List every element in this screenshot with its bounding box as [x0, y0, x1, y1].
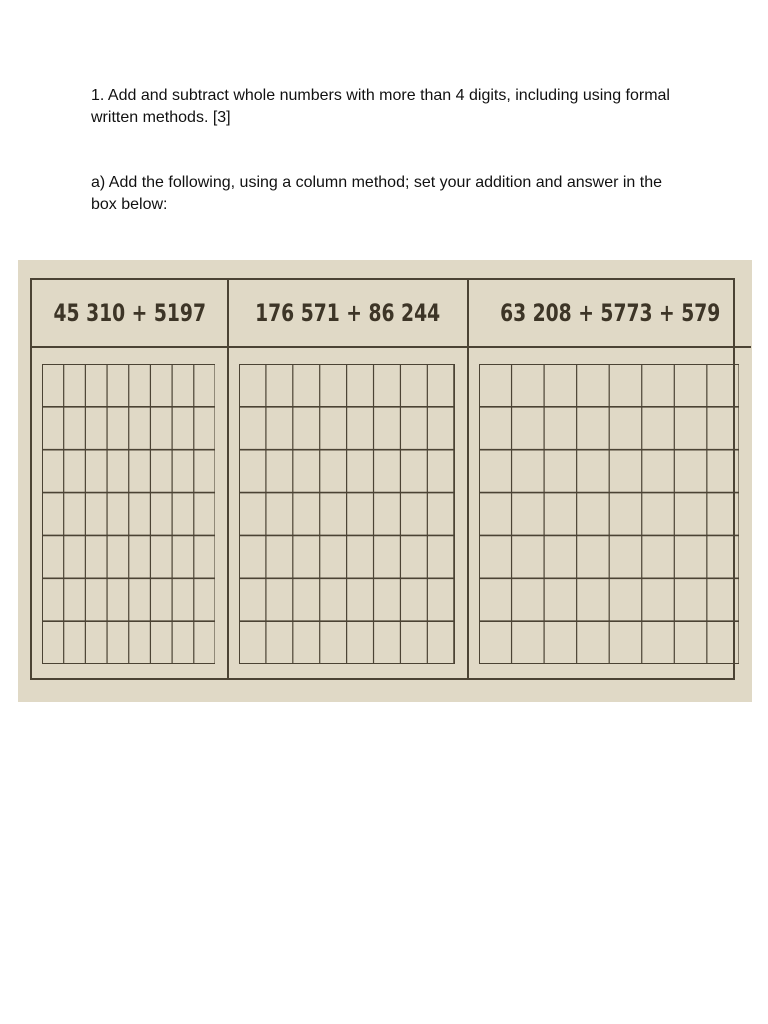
working-grid-2[interactable]: [239, 364, 454, 664]
addition-table: [30, 278, 735, 680]
sum-column-3: [469, 280, 751, 678]
sum-header-3: [469, 280, 751, 348]
square-grid-2: [239, 364, 454, 664]
sum-header-1: [32, 280, 227, 348]
sum-label-2: 176 571 + 86 244: [255, 299, 441, 327]
square-grid-1: [42, 364, 215, 664]
sum-label-3: 63 208 + 5773 + 579: [499, 299, 721, 327]
question-heading: 1. Add and subtract whole numbers with more than 4 digits, including using formal written methods. [3]: [91, 87, 670, 126]
working-grid-3[interactable]: [479, 364, 739, 664]
sum-label-1: 45 310 + 5197: [53, 299, 206, 327]
square-grid-3: [479, 364, 739, 664]
sum-header-2: [229, 280, 466, 348]
working-grid-1[interactable]: [42, 364, 215, 664]
worksheet-image: [18, 260, 752, 702]
question-part-a-instruction: a) Add the following, using a column method; set your addition and answer in the box below:: [91, 174, 663, 213]
sum-column-2: [229, 280, 468, 678]
sum-column-1: [32, 280, 229, 678]
